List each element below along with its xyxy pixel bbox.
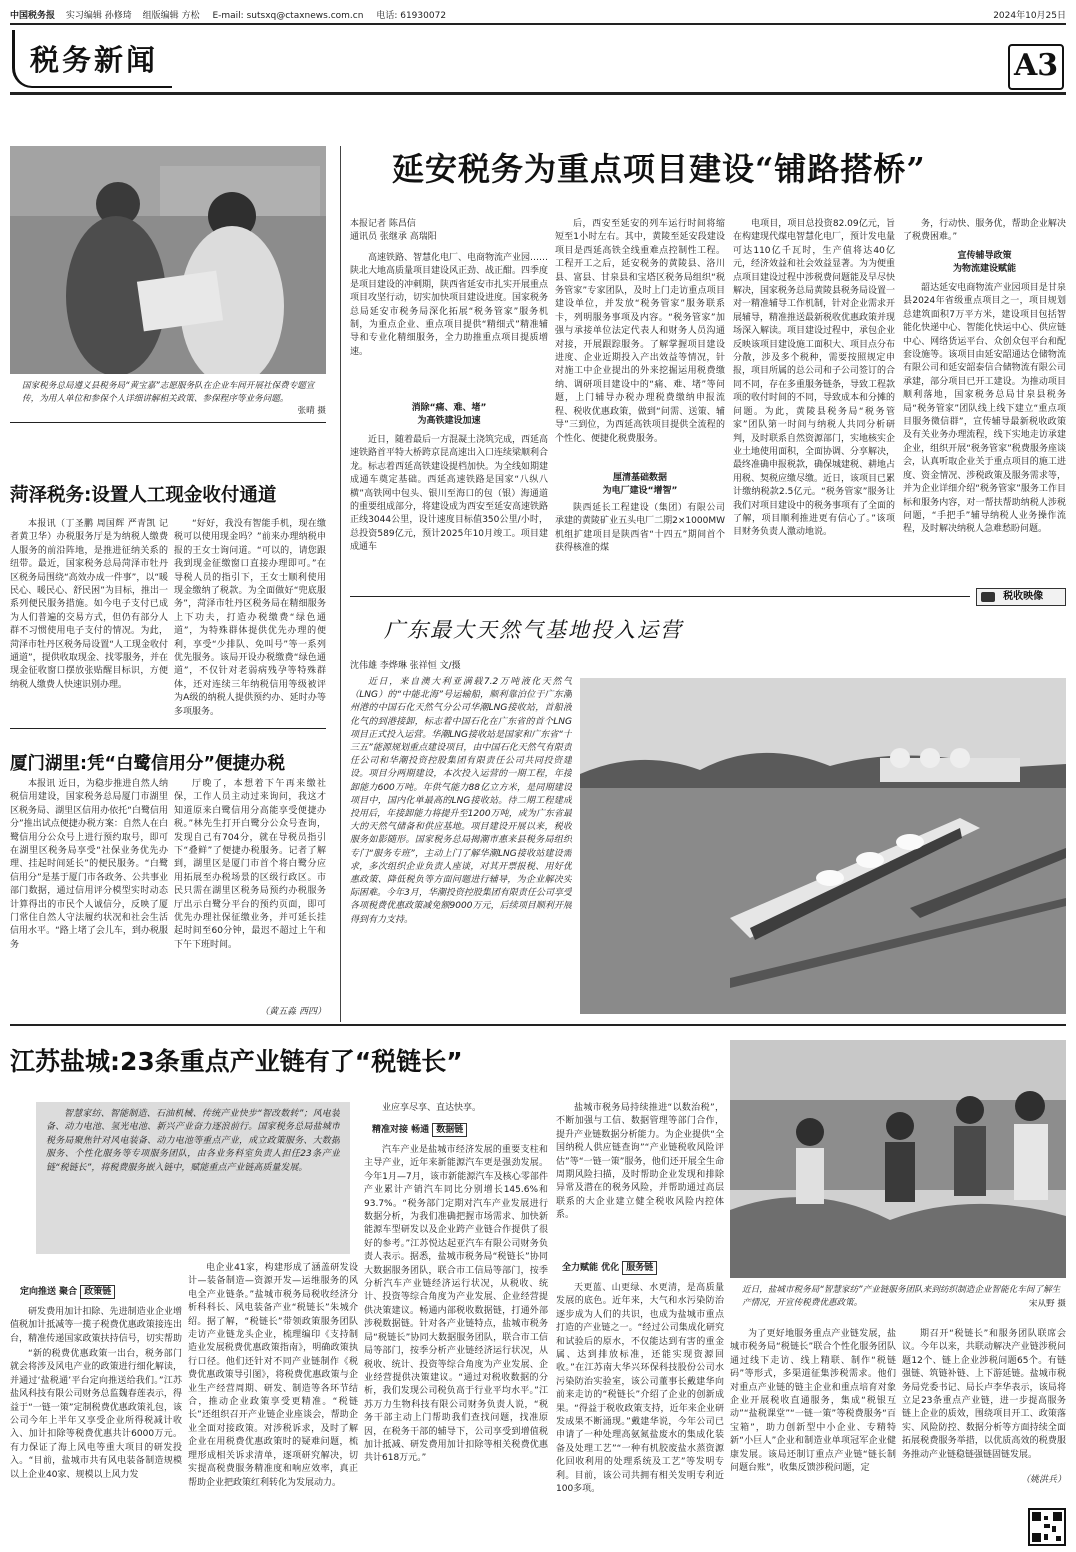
yanan-subhead-3a: 宣传辅导政策 <box>957 251 1012 261</box>
section-title: 税务新闻 <box>30 43 159 77</box>
yancheng-subhead-c-label: 全力赋能 优化 <box>562 1263 620 1273</box>
yancheng-col3-top-text: 业应享尽享、直达快享。 <box>382 1103 482 1113</box>
yancheng-col3 <box>364 1144 548 1544</box>
yanan-col4 <box>903 282 1066 582</box>
yanan-col1-text: 近日，随着最后一方混凝土浇筑完成，西延高速铁路首平特大桥跨京昆高速出入口连续梁顺利合龙。标志着西延高铁建设提档加快。为全线如期建成通车奠定基础。西延高速铁路是国家“八纵八横”高铁网中包头、银川至海口的包（银）海通道的重要组成部分，将建设成为西安至延安高速铁路正线3044公里，设计速度目标值350公里/小时，总投资589亿元，预计2025年10月竣工。项目建成通车 <box>350 435 548 553</box>
yanan-col4-intro-text: 务，行动快、服务优，帮助企业解决了税费困难。” <box>903 219 1066 243</box>
yanan-byline-2: 通讯员 张继承 高瑞阳 <box>350 232 437 242</box>
yancheng-col2-text: 电企业41家，构建形成了涵盖研发设计—装备制造—资源开发—运维服务的风电全产业链条。”盐城市税务局税收经济分析科科长、风电装备产业“税链长”朱城介绍。据了解，“税链长”带领政策服务团队走访产业链龙头企业，梳理编印《支持制造业发展税费优惠政策指南》，明确政策执行口径。他们还针对不同产业链制作《税费优惠政策导引图》，将税费优惠政策与企业生产经营周期、研发、制造等各环节结合，推动企业政策享受更精准。“税链长”还组织召开产业链企业座谈会，帮助企业全面对接政策。对涉税诉求，及时了解企业在用税费优惠政策时的疑难问题，梳理形成相关诉求清单，逐项研究解决，切实提高税费服务精准度和响应效率，真正帮助企业把政策红利转化为发展动力。 <box>188 1263 358 1488</box>
yancheng-col4 <box>556 1282 724 1544</box>
yancheng-col3-text: 汽车产业是盐城市经济发展的重要支柱和主导产业，近年来新能源汽车更是强劲发展。今年1月—7月，该市新能源汽车及核心零部件产业累计产销汽车同比分别增长145.6%和93.7%。“税务部门定期对汽车产业发展进行数据分析，为我们准确把握市场需求、加快新能源车型研发以及企业跨产业链合作提供了很好的参考。”江苏悦达起亚汽车有限公司财务负责人表示。据悉，盐城市税务局“税链长”协同大数据服务团队，联合市工信局等部门，按季分析汽车产业链经济运行状况，从税收、统计、投资等综合角度为产业发展、企业经营提供决策建议。畅通内部税收数据链，打通外部涉税数据链。针对各产业链特点，盐城市税务局“税链长”协同大数据服务团队，联合市工信局等部门，按季分析产业链经济运行状况，从税收、统计、投资等综合角度为产业发展、企业经营提供决策建议。“通过对税收数据的分析，我们发现公司税负高于行业平均水平。”江苏万力生物科技有限公司财务负责人说，“税务干部主动上门帮助我们查找问题，找准原因，在税务干部的辅导下，公司享受到增值税加计抵减、研发费用加计扣除等相关税费优惠共计618万元。” <box>364 1145 548 1464</box>
editor-label: 实习编辑 <box>65 11 102 21</box>
yancheng-col1 <box>10 1306 182 1346</box>
tax-service-photo-credit: 张晴 摄 <box>297 406 326 416</box>
tax-service-photo-art <box>10 146 326 374</box>
yanan-col3 <box>733 218 895 582</box>
divider <box>10 422 326 423</box>
yancheng-intro <box>46 1108 340 1248</box>
phone-label: 电话: <box>376 11 398 21</box>
column-divider <box>340 146 341 1022</box>
xiamen-paragraph-2: 厅晚了，本想着下午再来缴社保，工作人员主动过来询问，我这才知道原来白鹭信用分高能享受便捷办税。”林先生打开白鹭分公众号查询，发现自己有704分，就在导税员指引下“叠鲜”了便捷办税服务。记者了解到，湖里区是厦门市首个将白鹭分应用拓展至办税场景的区级行政区。市民只需在湖里区税务局预约办税服务厅出示白鹭分平台的预约页面，即可优先办理社保征缴业务，并可延长挂起时间至60分钟，最迟不超过上午和下午下班时间。 <box>174 779 326 950</box>
yancheng-author: （姚洪兵） <box>1020 1475 1066 1485</box>
yancheng-subhead-b <box>372 1124 467 1137</box>
yancheng-col1-b-text: “新的税费优惠政策一出台，税务部门就会将涉及风电产业的政策进行细化解读，并通过‘盐税通’平台定向推送给我们。”江苏盐风科技有限公司财务总监魏春莲表示，得益于“一链一策”定制税费优惠政策礼包，该公司今年上半年又享受企业所得税减计收入、加计扣除等税费优惠共计6000万元。有力保证了海上风电等重大项目的研发投入。“目前，盐城市共有风电装备制造规模以上企业40家、规模以上风力发 <box>10 1349 182 1480</box>
lng-terminal-photo <box>580 678 1066 1014</box>
issue-date: 2024年10月25日 <box>993 11 1066 21</box>
xiamen-author: （黄五淼 西四） <box>260 1007 326 1017</box>
yancheng-col2 <box>188 1262 358 1544</box>
yancheng-subhead-b-label: 精准对接 畅通 <box>372 1125 430 1135</box>
yancheng-col4-intro <box>556 1102 724 1260</box>
yanan-subhead-2b: 为电厂建设“增智” <box>602 486 678 496</box>
textile-workshop-photo-art <box>730 1040 1066 1278</box>
email-label: E-mail: <box>212 11 244 21</box>
yancheng-subhead-a-label: 定向推送 聚合 <box>20 1287 78 1297</box>
email-address: sutsxq@ctaxnews.com.cn <box>246 11 364 21</box>
heze-paragraph: 本报讯（丁圣鹏 周国辉 严青凯 记者黄卫华）办税服务厅是为纳税人缴费人服务的前沿阵地，是推进征纳关系的纽带。最近，国家税务总局菏泽市牡丹区税务局围绕“高效办成一件事”，以“暖民心、暖民心、舒民困”为目标，推出一系列便民服务措施。如今电子支付已成为人们普遍的交易方式，但仍有部分人群不习惯使用电子支付的情况。为此，菏泽市牡丹区税务局设置“人工现金收付通道”，提供收取现金、找零服务，并在现金征收窗口摆放张贴醒目标识，方便纳税人缴费人快速识别办理。 <box>10 519 168 690</box>
yancheng-headline: 江苏盐城:23条重点产业链有了“税链长” <box>10 1047 463 1076</box>
yancheng-col6 <box>902 1328 1066 1472</box>
yancheng-col5 <box>730 1328 896 1542</box>
masthead-rule <box>10 23 1066 25</box>
qr-code-icon[interactable] <box>1028 1508 1066 1546</box>
tax-image-badge <box>976 588 1066 606</box>
yancheng-col5-text: 为了更好地服务重点产业链发展，盐城市税务局“税链长”联合个性化服务团队通过线下走访、线上精联、制作“税链码”等形式，多渠道征集涉税需求。他们对重点产业链的链主企业和重点培育对象企业开展税收直通服务，集成“税银互动”“盐税课堂”“一链一策”等税费服务“百宝箱”，助力创新型中小企业、专精特新“小巨人”企业和制造业单项冠军企业健康发展。该局还制订重点产业链“链长制问题台账”，收集反馈涉税问题，定 <box>730 1329 896 1474</box>
heze-body-col2 <box>174 518 326 723</box>
guangdong-headline: 广东最大天然气基地投入运营 <box>384 618 683 642</box>
xiamen-headline: 厦门湖里:凭“白鹭信用分”便捷办税 <box>10 754 286 774</box>
guangdong-body <box>350 676 572 1014</box>
xiamen-body-col2 <box>174 778 326 1006</box>
divider <box>10 728 326 729</box>
yanan-col2 <box>555 218 725 468</box>
lng-terminal-photo-art <box>580 678 1066 1014</box>
yanan-subhead-1b: 为高铁建设加速 <box>417 416 481 426</box>
yancheng-subhead-b-tag: 数据链 <box>432 1123 467 1137</box>
yancheng-intro-box <box>36 1102 350 1254</box>
qr-code-pattern <box>1030 1510 1064 1544</box>
section-rule <box>10 92 1066 95</box>
guangdong-byline: 沈伟雄 李烨琳 张祥恒 文/摄 <box>350 661 461 671</box>
phone-number: 61930072 <box>400 11 447 21</box>
textile-photo-caption: 近日，盐城市税务局“智慧家纺”产业链服务团队来到纺织制造企业智能化车间了解生产情况，开宣传税费优惠政策。 <box>742 1285 1061 1308</box>
yancheng-col4-text: 天更蓝、山更绿、水更清，是高质量发展的底色。近年来，大气和水污染防治逐步成为人们的共识，也成为盐城市重点打造的产业链之一。“经过公司集成化研究和试验后的原水，不仅能达到有害的重金属、达到排放标准，还能实现资源回收。”在江苏南大华兴环保科技股份公司水污染防治实验室，该公司董事长戴建华向前来走访的“税链长”介绍了企业的创新成果。“得益于税收政策支持，近年来企业研发成果不断涌现。”戴建华说，今年公司已申请了一种处理高氨氮盐废水的集成化装备及处理工艺”“一种有机胶废盐水蒸资源化回收利用的处理系统及工艺”等发明专利。目前，该公司共拥有相关发明专利近100多项。 <box>556 1283 724 1495</box>
yanan-col4-text: 韶达延安电商物流产业园项目是甘泉县2024年省级重点项目之一，项目规划总建筑面积7万平方米，建设项目包括智能化快递中心、智能化快运中心、供应链中心、网络货运平台、众创众包平台和配套设施等。该项目由延安韶通达仓储物流有限公司和延安韶泰信合储物流有限公司承建，部分项目已开工建设。为推动项目顺利落地，国家税务总局甘泉县税务局“税务管家”团队线上线下建立“重点项目服务微信群”，宣传辅导最新税收政策及有关业务办理流程，线下实地走访承建企业，组织开展“税务管家”税费服务座谈会，认真听取企业关于重点项目的施工进度、资金情况、涉税政策及服务需求等，并为企业详细介绍“税务管家”服务工作目标和服务内容，对一帮扶帮助纳税人涉税问题，“手把手”辅导纳税人业务操作流程，及时解决纳税人急难愁盼问题。 <box>903 283 1066 535</box>
editor-name: 孙修琦 <box>104 11 132 21</box>
yancheng-col1-text: 研发费用加计扣除、先进制造业企业增值税加计抵减等一揽子税费优惠政策接连出台，精准传递国家政策扶持信号，切实帮助 <box>10 1307 182 1344</box>
yancheng-subhead-a <box>20 1286 115 1299</box>
yancheng-col3-top <box>364 1102 548 1116</box>
yancheng-subhead-c-tag: 服务链 <box>622 1261 657 1275</box>
yanan-col2-more <box>555 502 725 582</box>
yanan-subhead-1a: 消除“痛、难、堵” <box>411 403 487 413</box>
layout-label: 组版编辑 <box>142 11 179 21</box>
masthead-strip <box>10 8 1066 22</box>
heze-headline: 菏泽税务:设置人工现金收付通道 <box>10 485 277 506</box>
divider <box>10 1024 1066 1026</box>
yanan-col1-more <box>350 434 548 582</box>
yanan-col3-text: 电项目，项目总投资82.09亿元，旨在构建现代煤电智慧化电厂，预计发电量可达110亿千瓦时，生产值将达40亿元，经济效益和社会效益显著。为为便重点项目建设过程中涉税费问题能及早尽快解决，国家税务总局黄陵县税务局设置一对一精准辅导工作机制，针对企业需求开展辅导，精准推送最新税收优惠政策并现场深入解读。项目建设过程中，承包企业反映该项目建设施工面积大、项目点分布分散，涉及多个税种，需要按照规定申报，项目所属的总公司和子公司签订的合同不同，存在多重服务链条，导致工程款项的收付时间的不同，导致成本和分摊的问题。为此，黄陵县税务局“税务管家”团队第一时间与纳税人共同分析研判，及时联系自然资源部门，实地核实企业土地使用面积，全面协调、分享解决，最终准确申报税款，确保城建税、耕地占用税、契税应缴尽缴。近日，该项目已累计缴纳税款2.5亿元。“税务管家”服务让我们对项目建设中的税务事项有了全面的了解，项目顺利推进更有信心了。”该项目财务负责人激动地说。 <box>733 219 895 538</box>
yanan-subhead-2a: 厘清基础数据 <box>612 473 667 483</box>
yanan-intro <box>350 252 548 398</box>
yancheng-col1-b <box>10 1348 182 1544</box>
yanan-col2-text: 后，西安至延安的列车运行时间将缩短至1小时左右。其中，黄陵至延安段建设项目是西延高铁全线重难点控制性工程。工程开工之后，延安税务的黄陵县、洛川县、富县、甘泉县和宝塔区税务局组织“税务管家”专家团队，及时上门走访重点项目建设单位，并发放“税务管家”服务联系卡，列明服务事项及内容。“税务管家”加强与承接单位法定代表人和财务人员沟通对接，开展跟踪服务。了解掌握项目建设进度、企业近期投入产出效益等情况，针对施工中企业提出的外来挖掘运用税费缴纳、调研项目建设中的“痛、难、堵”等问题，上门辅导办税办理税费缴纳申报流程、税收优惠政策，做到“问需、送策、辅导”三到位，为西延高铁项目提供全流程的个性化、便捷化税费服务。 <box>555 219 725 444</box>
yanan-subhead-3b: 为物流建设赋能 <box>952 264 1016 274</box>
paper-name: 中国税务报 <box>10 11 56 21</box>
yancheng-subhead-c <box>562 1262 657 1275</box>
yancheng-col6-text: 期召开“税链长”和服务团队联席会议。今年以来，共联动解决产业链涉税问题12个、链上企业涉税问题65个。有链强链、筑链补链、上下游延链。盐城市税务局党委书记、局长卢李华表示，该局将立足23条重点产业链，进一步提高服务链上企业的质效，围绕项目开工、政策落实、风险防控、数据分析等方面持续全面拓展税费服务举措，以优质高效的税费服务推动产业链稳链强链固链发展。 <box>902 1329 1066 1460</box>
tax-image-badge-label: 税收映像 <box>1003 591 1044 602</box>
yanan-byline-1: 本报记者 陈昌信 <box>350 219 416 229</box>
yancheng-subhead-a-tag: 政策链 <box>80 1285 115 1299</box>
heze-paragraph-2: “好好，我没有智能手机，现在缴税可以使用现金吗？”前来办理纳税申报的王女士询问道。“可以的，请您跟我到现金征缴窗口直接办理即可。”在导税人员的指引下，王女士顺利使用现金缴纳了税款。为全面做好“兜底服务”，菏泽市牡丹区税务局在精细服务上下功夫，打造办税缴费“绿色通道”，为特殊群体提供优先办理的便利，享受“少排队、免叫号”等一系列优先服务。该局开设办税缴费“绿色通道”，不仅针对老弱病残孕等特殊群体，还对连续三年纳税信用等级被评为A级的纳税人提供预约办、延时办等多项服务。 <box>174 519 326 717</box>
yanan-intro-text: 高速铁路、智慧化电厂、电商物流产业园……陕北大地高质量项目建设风正劲、战正酣。四季度是项目建设的冲刺期，陕西省延安市扎实开展重点项目攻坚行动，切实加快项目建设进度。国家税务总局延安市税务局深化拓展“税务管家”服务机制，为重点企业、重点项目提供“精细式”精准辅导和专业化精细服务，全力助推重点项目提质增速。 <box>350 253 548 357</box>
tax-service-photo <box>10 146 326 374</box>
yancheng-intro-text: 智慧家纺、智能制造、石油机械、传统产业快步“智改数转”；风电装备、动力电池、氢光电池、新兴产业奋力逐浪前行。国家税务总局盐城市税务局聚焦针对风电装备、动力电池等重点产业，成立政策服务、大数据服务、个性化服务等专项服务团队，由各业务科室负责人担任23条产业链“税链长”，将税费服务嵌入链中，赋能重点产业链高质量发展。 <box>46 1109 340 1173</box>
xiamen-paragraph: 本报讯 近日，为稳步推进自然人纳税信用建设，国家税务总局厦门市湖里区税务局、湖里区信用办依托“白鹭信用分”推出试点便捷办税方案：自然人在白鹭信用分公众号上进行预约取号，即可在湖里区税务局享受“社保业务优先办理、挂起时间延长”的便民服务。“白鹭信用分”是基于厦门市各政务、公共事业部门数据，通过信用评分模型实时动态计算得出的市民个人诚信分，反映了厦门常住自然人守法履约状况和社会生活信用水平。“路上堵了会儿车，到办税服务 <box>10 779 168 950</box>
textile-photo-credit: 宋从野 摄 <box>1028 1299 1066 1309</box>
heze-body-col1 <box>10 518 168 723</box>
divider <box>350 596 970 597</box>
textile-workshop-photo <box>730 1040 1066 1278</box>
guangdong-body-text: 近日，来自澳大利亚满载7.2万吨液化天然气（LNG）的“中能北海”号运输船，顺利靠泊位于广东潮州港的中国石化天然气分公司华潮LNG接收站，首船液化气的到港接卸，标志着中国石化在广东省的首个LNG项目正式投入运营。华潮LNG接收站是国家和广东省“十三五”能源规划重点建设项目，由中国石化天然气有限责任公司和华潮投资控股集团有限责任公司共同投资建设。项目分两期建设，本次投入运营的一期工程，年接卸能力600万吨。年供气能力88亿立方米，是同期建设项目中，国内化单最高的LNG接收站。待二期工程建成投用后，年接卸能力将提升至1200万吨，成为广东省最大的天然气储备和供应基地。项目建设开展以来，税收服务如影随形。国家税务总局揭潮市惠来县税务局组织专门“服务专班”，主动上门了解华潮LNG接收站建设需求，多次组织企业负责人座谈，对其开票报税、用好优惠政策、降低税负等方面问题进行辅导，为企业解决实际困难。今年3月，华潮投资控股集团有限责任公司享受各项税费优惠政策减免额9000万元，后续项目顺利开展得到有力支持。 <box>350 677 572 925</box>
yancheng-col4-intro-text: 盐城市税务局持续推进“以数治税”，不断加强与工信、数据管理等部门合作，提升产业链数据分析能力。为企业提供“全国纳税人供应链查询”“产业链税收风险评估”等“一链一策”服务，他们还开展全生命周期风险扫描，及时帮助企业发现和排除异常及潜在的税务风险，并帮助通过高层联系的大企业建立健全税收风险内控体系。 <box>556 1103 724 1221</box>
page-number: A3 <box>1014 48 1059 83</box>
layout-name: 方松 <box>181 11 200 21</box>
tax-service-photo-caption: 国家税务总局遵义县税务局“黄宝嘉”志愿服务队在企业车间开展社保费专题宣传，为用人单位和参保个人详细讲解相关政策、参保程序等业务问题。 <box>22 381 315 404</box>
yanan-col2-more-text: 陕西延长工程建设（集团）有限公司承建的黄陵矿业五头电厂二期2×1000MW机组扩建项目是陕西省“十四五”期间首个获得核准的煤 <box>555 503 725 554</box>
yanan-headline: 延安税务为重点项目建设“铺路搭桥” <box>392 150 926 188</box>
xiamen-body-col1 <box>10 778 168 1020</box>
camera-icon <box>981 592 995 602</box>
yanan-col4-intro <box>903 218 1066 246</box>
